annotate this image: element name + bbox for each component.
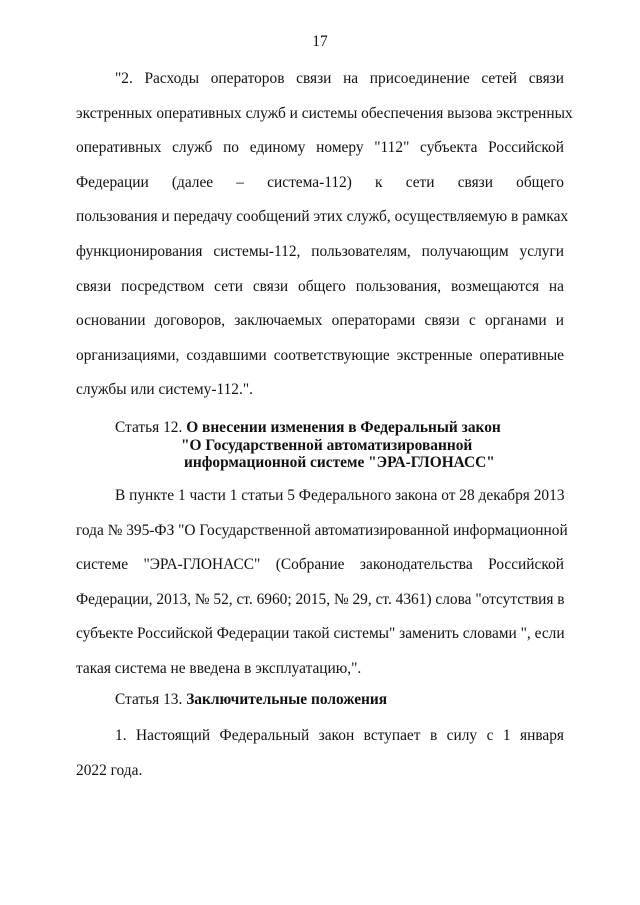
page-number: 17 (312, 33, 328, 50)
text-line: года № 395-ФЗ "О Государственной автоматизированной информационной (76, 521, 568, 539)
article-13-body (76, 719, 564, 788)
text-line: Федерации, 2013, № 52, ст. 6960; 2015, № 29, ст. 4361) слова "отсутствия в (76, 590, 565, 608)
amendment-paragraph (76, 62, 573, 408)
article-12-heading (76, 419, 564, 472)
text-line: службы или систему-112.". (76, 381, 253, 399)
text-line: оперативных служб по единому номеру "112" субъекта Российской (76, 139, 564, 157)
article-12-label: Статья 12. (115, 419, 183, 436)
text-line: основании договоров, заключаемых операторами связи с органами и (76, 312, 564, 330)
text-line: системе "ЭРА-ГЛОНАСС" (Собрание законодательства Российской (76, 556, 564, 574)
article-13-title: Заключительные положения (186, 691, 388, 708)
text-line: Федерации (далее – система-112) к сети связи общего (76, 173, 564, 191)
text-line: В пункте 1 части 1 статьи 5 Федерального закона от 28 декабря 2013 (115, 487, 565, 504)
article-13-heading (76, 683, 564, 718)
article-12-title-line: О внесении изменения в Федеральный закон (186, 419, 501, 436)
article-12-title-line: "О Государственной автоматизированной (181, 436, 473, 454)
text-line: организациями, создавшими соответствующие экстренные оперативные (76, 346, 564, 364)
text-line: такая система не введена в эксплуатацию,". (76, 659, 362, 677)
text-line: "2. Расходы операторов связи на присоединение сетей связи (115, 70, 564, 87)
text-line: пользования и передачу сообщений этих служб, осуществляемую в рамках (76, 208, 569, 226)
text-line: связи посредством сети связи общего пользования, возмещаются на (76, 277, 564, 295)
text-line: субъекте Российской Федерации такой системы" заменить словами ", если (76, 625, 565, 643)
text-line: 2022 года. (76, 761, 143, 779)
text-line: экстренных оперативных служб и системы обеспечения вызова экстренных (76, 104, 573, 122)
article-12-body (76, 479, 568, 687)
article-13-label: Статья 13. (115, 691, 183, 708)
text-line: функционирования системы-112, пользователям, получающим услуги (76, 242, 564, 260)
text-line: 1. Настоящий Федеральный закон вступает в силу с 1 января (115, 727, 564, 744)
article-12-title-line: информационной системе "ЭРА-ГЛОНАСС" (184, 454, 495, 471)
